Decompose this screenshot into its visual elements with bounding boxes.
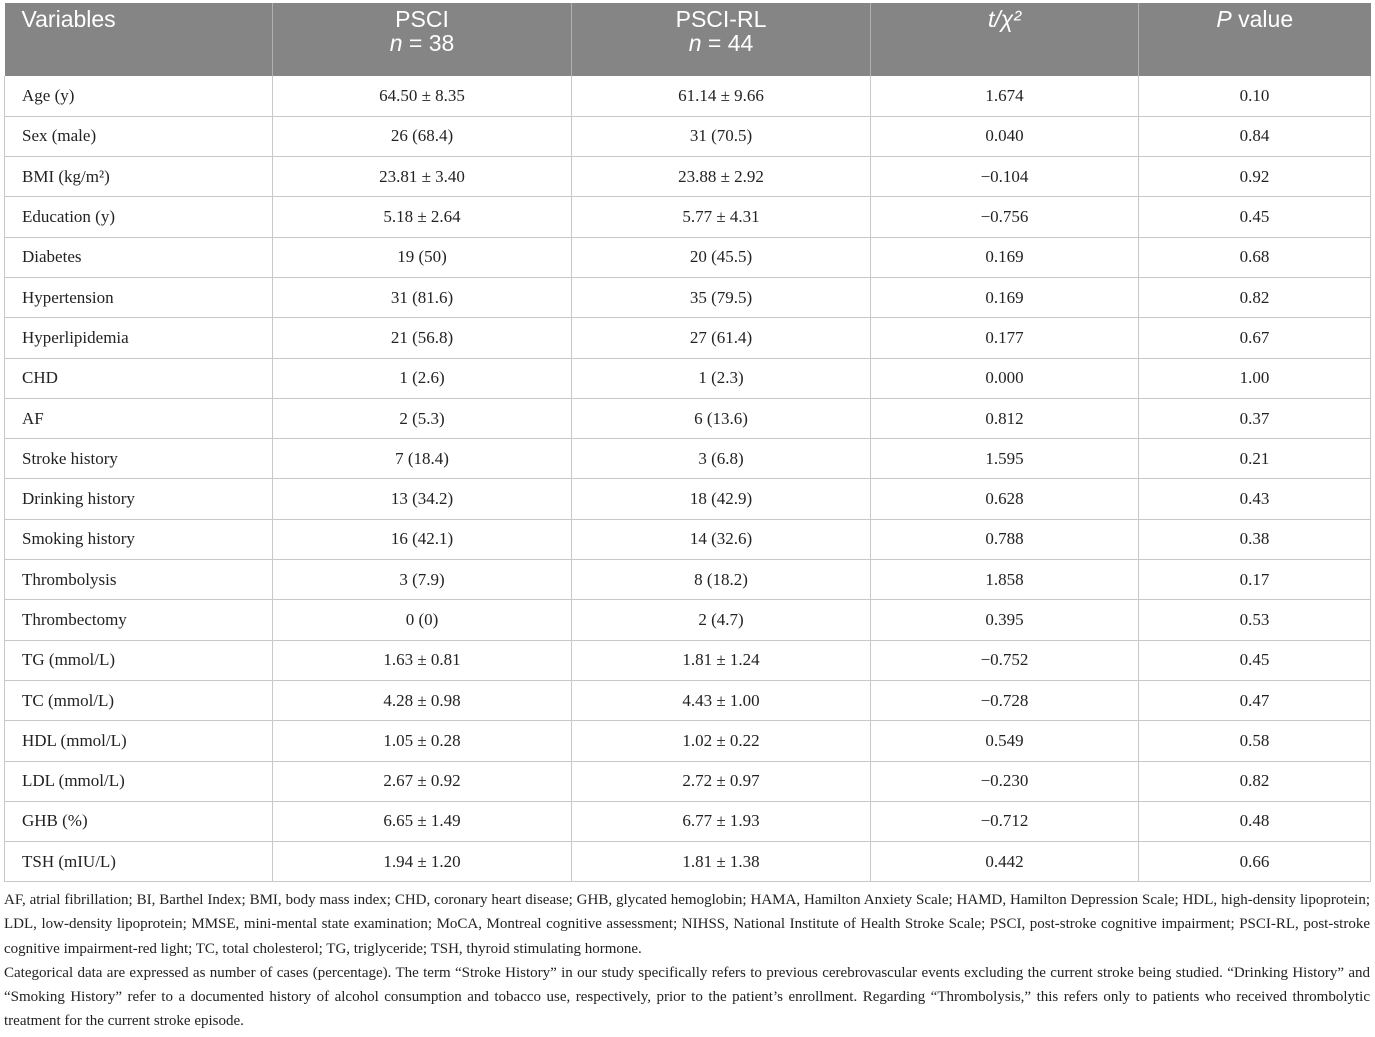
cell-p-value: 0.82 — [1139, 761, 1371, 801]
cell-psci: 26 (68.4) — [273, 116, 572, 156]
cell-psci: 21 (56.8) — [273, 318, 572, 358]
cell-test-statistic: 1.674 — [871, 76, 1139, 116]
table-row — [5, 721, 1371, 761]
table-row — [5, 560, 1371, 600]
cell-variable: Stroke history — [5, 439, 273, 479]
cell-test-statistic: 0.395 — [871, 600, 1139, 640]
cell-variable: Sex (male) — [5, 116, 273, 156]
cell-test-statistic: −0.756 — [871, 197, 1139, 237]
table-footnotes — [4, 888, 1370, 1034]
header-psci-rl-label: PSCI-RL — [675, 6, 767, 32]
cell-test-statistic: 1.595 — [871, 439, 1139, 479]
cell-variable: Hypertension — [5, 277, 273, 317]
table-body — [5, 76, 1371, 882]
cell-psci-rl: 6.77 ± 1.93 — [572, 801, 871, 841]
footnote-abbreviations: AF, atrial fibrillation; BI, Barthel Index; BMI, body mass index; CHD, coronary heart disease; GHB, glycated hemoglobin; HAMA, Hamilton Anxiety Scale; HAMD, Hamilton Depression Scale; HDL, high-density lipoprotein; LDL, low-density lipoprotein; MMSE, mini-mental state examination; MoCA, Montreal cognitive assessment; NIHSS, National Institute of Health Stroke Scale; PSCI, post-stroke cognitive impairment; PSCI-RL, post-stroke cognitive impairment-red light; TC, total cholesterol; TG, triglyceride; TSH, thyroid stimulating hormone. — [4, 892, 1370, 957]
cell-variable: Age (y) — [5, 76, 273, 116]
table-row — [5, 842, 1371, 882]
table-row — [5, 519, 1371, 559]
cell-variable: Diabetes — [5, 237, 273, 277]
header-row — [5, 3, 1371, 76]
cell-psci-rl: 1.02 ± 0.22 — [572, 721, 871, 761]
cell-p-value: 0.21 — [1139, 439, 1371, 479]
header-psci-n — [273, 31, 571, 55]
cell-p-value: 0.68 — [1139, 237, 1371, 277]
table-row — [5, 398, 1371, 438]
cell-psci: 4.28 ± 0.98 — [273, 680, 572, 720]
cell-variable: Education (y) — [5, 197, 273, 237]
table-header — [5, 3, 1371, 76]
cell-test-statistic: 0.812 — [871, 398, 1139, 438]
table-row — [5, 116, 1371, 156]
cell-test-statistic: 0.000 — [871, 358, 1139, 398]
cell-psci-rl: 2 (4.7) — [572, 600, 871, 640]
cell-psci: 1 (2.6) — [273, 358, 572, 398]
cell-variable: LDL (mmol/L) — [5, 761, 273, 801]
header-test-statistic-label: t/χ² — [988, 6, 1021, 32]
cell-variable: Hyperlipidemia — [5, 318, 273, 358]
cell-psci: 19 (50) — [273, 237, 572, 277]
cell-psci-rl: 3 (6.8) — [572, 439, 871, 479]
footnote-notes: Categorical data are expressed as number of cases (percentage). The term “Stroke History” in our study specifically refers to previous cerebrovascular events excluding the current stroke being studied. “Drinking History” and “Smoking History” refer to a documented history of alcohol consumption and tobacco use, respectively, prior to the patient’s enrollment. Regarding “Thrombolysis,” this refers only to patients who received thrombolytic treatment for the current stroke episode. — [4, 964, 1370, 1030]
cell-p-value: 0.84 — [1139, 116, 1371, 156]
cell-p-value: 0.45 — [1139, 640, 1371, 680]
cell-variable: TG (mmol/L) — [5, 640, 273, 680]
cell-variable: Smoking history — [5, 519, 273, 559]
cell-test-statistic: −0.230 — [871, 761, 1139, 801]
cell-p-value: 0.58 — [1139, 721, 1371, 761]
cell-psci-rl: 61.14 ± 9.66 — [572, 76, 871, 116]
cell-test-statistic: −0.712 — [871, 801, 1139, 841]
cell-psci: 1.63 ± 0.81 — [273, 640, 572, 680]
cell-psci-rl: 8 (18.2) — [572, 560, 871, 600]
cell-variable: TSH (mIU/L) — [5, 842, 273, 882]
cell-p-value: 0.45 — [1139, 197, 1371, 237]
table-row — [5, 277, 1371, 317]
header-p-value-word: value — [1231, 6, 1294, 32]
cell-variable: Drinking history — [5, 479, 273, 519]
cell-p-value: 0.47 — [1139, 680, 1371, 720]
cell-psci: 7 (18.4) — [273, 439, 572, 479]
cell-test-statistic: 0.628 — [871, 479, 1139, 519]
header-test-statistic — [871, 3, 1139, 76]
cell-p-value: 0.48 — [1139, 801, 1371, 841]
table-row — [5, 358, 1371, 398]
table-row — [5, 76, 1371, 116]
cell-p-value: 0.10 — [1139, 76, 1371, 116]
cell-psci-rl: 1 (2.3) — [572, 358, 871, 398]
cell-psci: 23.81 ± 3.40 — [273, 157, 572, 197]
cell-psci-rl: 20 (45.5) — [572, 237, 871, 277]
header-variables — [5, 3, 273, 76]
cell-p-value: 0.53 — [1139, 600, 1371, 640]
table-row — [5, 640, 1371, 680]
table-row — [5, 318, 1371, 358]
table-row — [5, 439, 1371, 479]
cell-psci: 31 (81.6) — [273, 277, 572, 317]
cell-psci: 13 (34.2) — [273, 479, 572, 519]
cell-p-value: 0.38 — [1139, 519, 1371, 559]
cell-psci-rl: 1.81 ± 1.24 — [572, 640, 871, 680]
cell-p-value: 0.37 — [1139, 398, 1371, 438]
cell-variable: GHB (%) — [5, 801, 273, 841]
cell-test-statistic: 1.858 — [871, 560, 1139, 600]
cell-psci: 16 (42.1) — [273, 519, 572, 559]
cell-psci-rl: 35 (79.5) — [572, 277, 871, 317]
header-psci-rl-n-value: = 44 — [707, 30, 754, 56]
cell-p-value: 0.17 — [1139, 560, 1371, 600]
cell-p-value: 1.00 — [1139, 358, 1371, 398]
cell-p-value: 0.82 — [1139, 277, 1371, 317]
cell-variable: HDL (mmol/L) — [5, 721, 273, 761]
cell-psci-rl: 1.81 ± 1.38 — [572, 842, 871, 882]
cell-psci: 1.05 ± 0.28 — [273, 721, 572, 761]
cell-psci-rl: 23.88 ± 2.92 — [572, 157, 871, 197]
table-row — [5, 157, 1371, 197]
cell-psci-rl: 6 (13.6) — [572, 398, 871, 438]
cell-psci: 5.18 ± 2.64 — [273, 197, 572, 237]
cell-test-statistic: −0.728 — [871, 680, 1139, 720]
cell-test-statistic: 0.169 — [871, 237, 1139, 277]
cell-test-statistic: 0.788 — [871, 519, 1139, 559]
table-row — [5, 801, 1371, 841]
cell-test-statistic: 0.442 — [871, 842, 1139, 882]
cell-psci-rl: 27 (61.4) — [572, 318, 871, 358]
cell-p-value: 0.66 — [1139, 842, 1371, 882]
cell-psci-rl: 31 (70.5) — [572, 116, 871, 156]
cell-p-value: 0.67 — [1139, 318, 1371, 358]
data-table-container — [4, 3, 1370, 882]
cell-test-statistic: 0.169 — [871, 277, 1139, 317]
header-psci-rl-n-symbol: n — [688, 30, 702, 56]
table-row — [5, 600, 1371, 640]
cell-psci: 1.94 ± 1.20 — [273, 842, 572, 882]
cell-variable: Thrombectomy — [5, 600, 273, 640]
header-p-symbol: P — [1216, 6, 1232, 32]
cell-test-statistic: −0.752 — [871, 640, 1139, 680]
cell-psci: 3 (7.9) — [273, 560, 572, 600]
cell-variable: CHD — [5, 358, 273, 398]
cell-variable: TC (mmol/L) — [5, 680, 273, 720]
header-variables-label: Variables — [21, 6, 116, 32]
header-psci-rl — [572, 3, 871, 76]
cell-psci: 6.65 ± 1.49 — [273, 801, 572, 841]
header-psci-rl-n — [572, 31, 870, 55]
cell-psci: 2 (5.3) — [273, 398, 572, 438]
header-psci-n-value: = 38 — [408, 30, 455, 56]
cell-test-statistic: 0.040 — [871, 116, 1139, 156]
header-psci — [273, 3, 572, 76]
cell-variable: Thrombolysis — [5, 560, 273, 600]
cell-variable: AF — [5, 398, 273, 438]
cell-psci-rl: 14 (32.6) — [572, 519, 871, 559]
cell-test-statistic: 0.177 — [871, 318, 1139, 358]
table-row — [5, 237, 1371, 277]
table-row — [5, 479, 1371, 519]
cell-psci-rl: 2.72 ± 0.97 — [572, 761, 871, 801]
cell-p-value: 0.92 — [1139, 157, 1371, 197]
cell-psci-rl: 18 (42.9) — [572, 479, 871, 519]
cell-test-statistic: −0.104 — [871, 157, 1139, 197]
header-psci-label: PSCI — [395, 6, 449, 32]
table-row — [5, 680, 1371, 720]
table-row — [5, 761, 1371, 801]
cell-psci-rl: 5.77 ± 4.31 — [572, 197, 871, 237]
cell-psci: 2.67 ± 0.92 — [273, 761, 572, 801]
header-psci-n-symbol: n — [389, 30, 403, 56]
cell-variable: BMI (kg/m²) — [5, 157, 273, 197]
cell-psci-rl: 4.43 ± 1.00 — [572, 680, 871, 720]
cell-psci: 0 (0) — [273, 600, 572, 640]
cell-test-statistic: 0.549 — [871, 721, 1139, 761]
baseline-characteristics-table — [4, 3, 1371, 882]
table-row — [5, 197, 1371, 237]
header-p-value — [1139, 3, 1371, 76]
cell-p-value: 0.43 — [1139, 479, 1371, 519]
cell-psci: 64.50 ± 8.35 — [273, 76, 572, 116]
